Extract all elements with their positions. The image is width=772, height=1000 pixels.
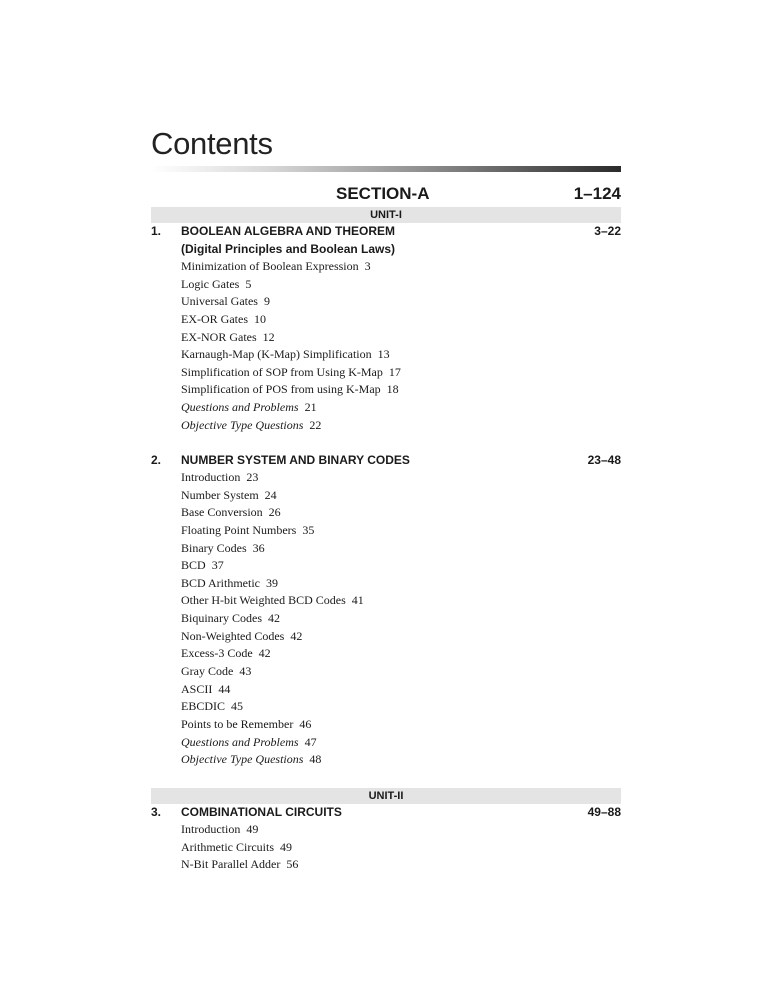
unit-heading: UNIT-II [151, 788, 621, 804]
chapter-1 [151, 222, 621, 434]
toc-entry [181, 311, 621, 329]
toc-entry-page: 56 [286, 857, 299, 872]
toc-entry-page: 35 [302, 522, 315, 537]
section-heading [151, 184, 621, 208]
toc-entry [181, 557, 621, 575]
toc-entry-page: 23 [246, 470, 259, 484]
toc-entry-text: Karnaugh-Map (K-Map) Simplification [181, 347, 372, 362]
chapter-title: COMBINATIONAL CIRCUITS [181, 805, 342, 819]
toc-entry-text: EX-NOR Gates [181, 329, 257, 344]
toc-entry-text: Questions and Problems [181, 400, 299, 415]
toc-entry-page: 3 [364, 259, 371, 273]
toc-entry-page: 10 [253, 311, 266, 326]
toc-entry-page: 9 [263, 294, 270, 309]
toc-entry-text: Floating Point Numbers [181, 522, 297, 537]
toc-entry-text: Points to be Remember [181, 716, 294, 731]
toc-entry [181, 716, 621, 734]
toc-entry-page: 22 [309, 417, 322, 432]
toc-entry-text: Non-Weighted Codes [181, 628, 285, 643]
toc-entry-page: 18 [386, 382, 399, 397]
chapter-2 [151, 451, 621, 769]
toc-entry-page: 49 [246, 822, 259, 836]
chapter-pages: 49–88 [587, 805, 621, 819]
toc-entry-text: Simplification of POS from using K-Map [181, 382, 381, 397]
topic-list [151, 258, 621, 434]
toc-entry-text: Binary Codes [181, 540, 247, 555]
toc-entry-text: Simplification of SOP from Using K-Map [181, 364, 383, 379]
page-title: Contents [151, 126, 273, 161]
toc-entry-page: 49 [279, 839, 292, 854]
toc-entry-page: 42 [290, 628, 303, 643]
toc-entry [181, 839, 621, 857]
toc-entry [181, 469, 621, 487]
toc-entry [181, 346, 621, 364]
toc-entry-page: 17 [388, 364, 401, 379]
toc-entry-text: EBCDIC [181, 699, 226, 714]
toc-entry-page: 5 [245, 276, 252, 291]
section-pages: 1–124 [573, 184, 621, 203]
toc-entry-text: EX-OR Gates [181, 311, 248, 326]
toc-entry-page: 47 [304, 734, 317, 749]
chapter-subtitle: (Digital Principles and Boolean Laws) [181, 242, 396, 256]
toc-entry-text: Gray Code [181, 664, 234, 679]
toc-entry-page: 21 [304, 400, 317, 415]
chapter-heading [151, 803, 621, 821]
toc-entry [181, 592, 621, 610]
toc-entry-text: Excess-3 Code [181, 646, 253, 661]
toc-entry-text: Universal Gates [181, 294, 258, 309]
toc-entry [181, 381, 621, 399]
chapter-title: BOOLEAN ALGEBRA AND THEOREM [181, 224, 395, 238]
toc-entry [181, 821, 621, 839]
toc-entry [181, 645, 621, 663]
toc-entry-text: Biquinary Codes [181, 611, 262, 626]
toc-entry-text: N-Bit Parallel Adder [181, 857, 281, 872]
toc-entry [181, 487, 621, 505]
toc-entry-text: Introduction [181, 470, 241, 484]
chapter-number: 3. [151, 805, 162, 819]
chapter-title: NUMBER SYSTEM AND BINARY CODES [181, 453, 410, 467]
toc-entry [181, 504, 621, 522]
toc-entry-page: 43 [239, 664, 252, 679]
toc-entry-page: 42 [268, 611, 280, 626]
toc-entry-text: Number System [181, 487, 259, 502]
toc-entry-text: Other H-bit Weighted BCD Codes [181, 593, 346, 608]
section-title: SECTION-A [336, 184, 430, 203]
toc-entry-text: Arithmetic Circuits [181, 839, 274, 854]
toc-entry [181, 540, 621, 558]
toc-entry [181, 364, 621, 382]
toc-entry-text: Base Conversion [181, 505, 263, 520]
toc-entry [181, 522, 621, 540]
unit-heading: UNIT-I [151, 207, 621, 223]
chapter-number: 2. [151, 453, 162, 467]
toc-entry-page: 45 [231, 699, 244, 714]
toc-entry [181, 399, 621, 417]
toc-entry [181, 329, 621, 347]
topic-list [151, 821, 621, 874]
toc-entry-text: Introduction [181, 822, 241, 836]
toc-entry [181, 751, 621, 769]
toc-entry [181, 628, 621, 646]
title-rule [151, 166, 621, 172]
toc-entry [181, 698, 621, 716]
toc-entry-page: 13 [377, 347, 390, 362]
toc-entry-text: Objective Type Questions [181, 752, 304, 767]
toc-entry-page: 39 [266, 575, 278, 590]
toc-entry-text: BCD [181, 558, 206, 573]
toc-entry-page: 44 [218, 681, 231, 696]
toc-entry-text: BCD Arithmetic [181, 575, 260, 590]
toc-entry-text: ASCII [181, 681, 213, 696]
toc-entry-text: Objective Type Questions [181, 417, 304, 432]
chapter-number: 1. [151, 224, 162, 238]
toc-entry-page: 48 [309, 752, 322, 767]
toc-entry-page: 42 [258, 646, 271, 661]
toc-entry [181, 293, 621, 311]
toc-entry [181, 276, 621, 294]
toc-entry [181, 856, 621, 874]
toc-entry [181, 417, 621, 435]
toc-entry-text: Minimization of Boolean Expression [181, 259, 359, 273]
toc-entry-page: 26 [268, 505, 281, 520]
toc-entry [181, 734, 621, 752]
chapter-pages: 23–48 [587, 453, 621, 467]
toc-entry [181, 575, 621, 593]
toc-entry-page: 46 [299, 716, 312, 731]
chapter-heading [151, 451, 621, 469]
chapter-pages: 3–22 [594, 224, 621, 238]
toc-entry [181, 610, 621, 628]
chapter-heading [151, 222, 621, 240]
toc-entry [181, 681, 621, 699]
toc-entry-page: 12 [262, 329, 275, 344]
toc-entry [181, 258, 621, 276]
toc-entry-page: 36 [252, 540, 265, 555]
toc-entry-page: 37 [211, 558, 224, 573]
toc-entry [181, 663, 621, 681]
toc-entry-text: Questions and Problems [181, 734, 299, 749]
topic-list [151, 469, 621, 769]
toc-entry-text: Logic Gates [181, 276, 240, 291]
toc-entry-page: 41 [351, 593, 364, 608]
toc-entry-page: 24 [264, 487, 277, 502]
chapter-3 [151, 803, 621, 874]
